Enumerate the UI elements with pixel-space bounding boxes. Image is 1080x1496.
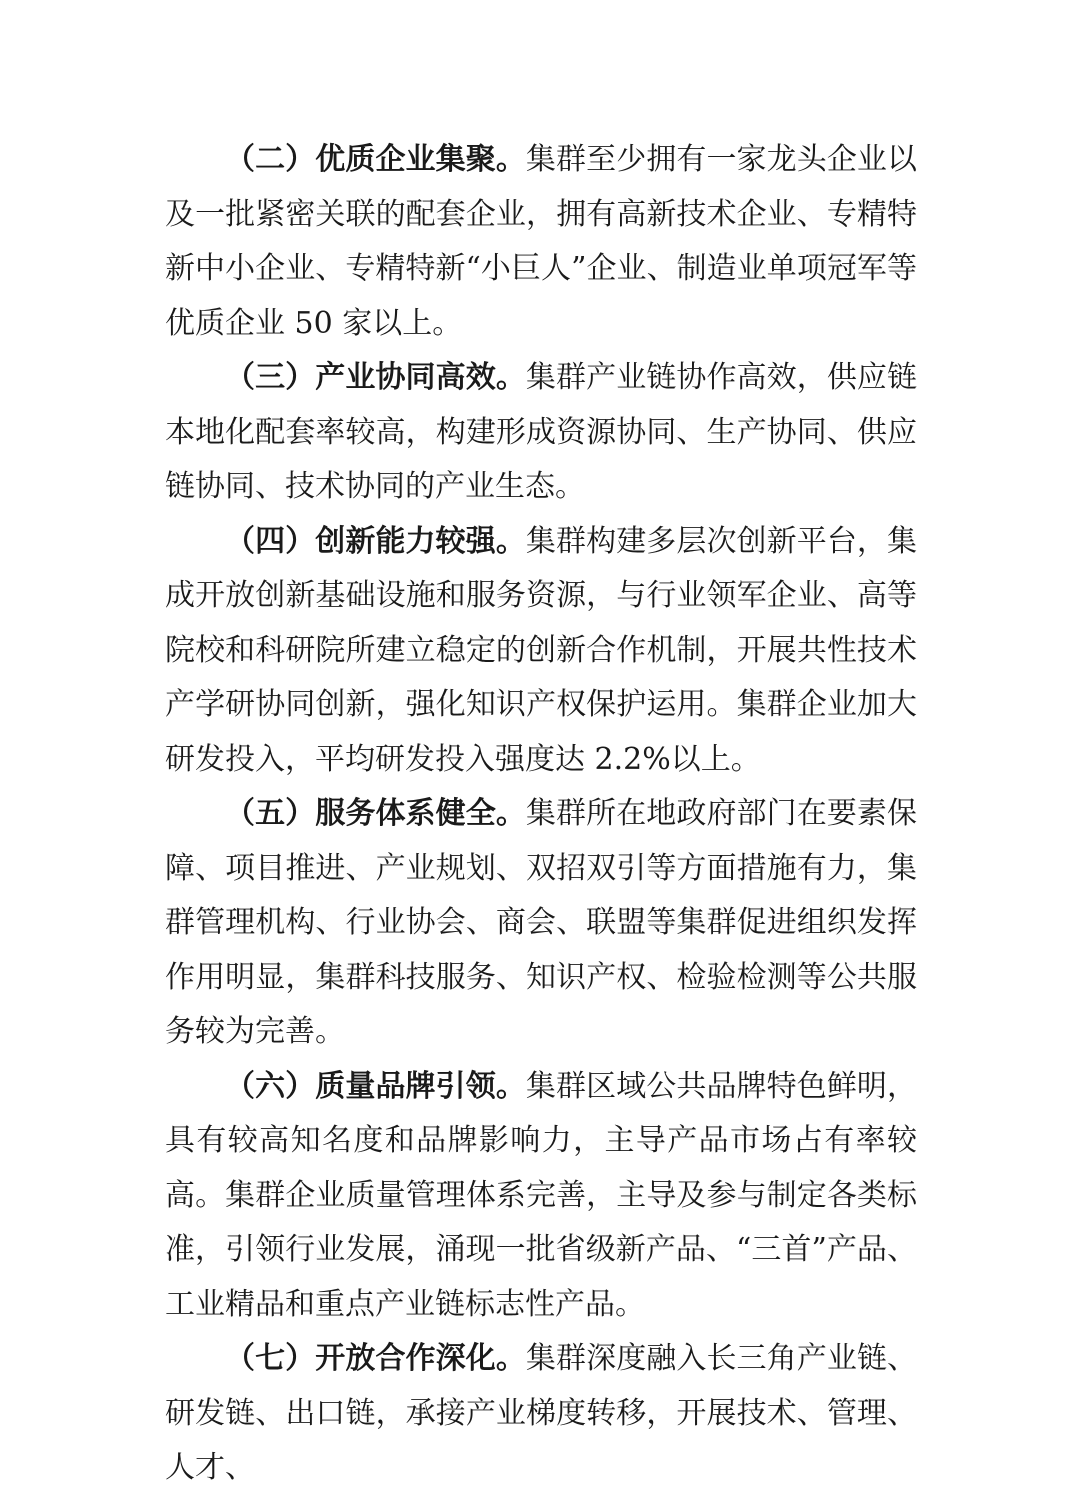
- paragraph-heading: （三）产业协同高效。: [225, 360, 526, 395]
- document-page: [165, 133, 917, 1496]
- paragraph-open-cooperation: [165, 1332, 917, 1496]
- paragraph-body: 集群深度融入长三角产业链、研发链、出口链，承接产业梯度转移，开展技术、管理、人才、: [165, 1341, 918, 1485]
- paragraph-heading: （四）创新能力较强。: [225, 523, 526, 559]
- paragraph-innovation: [165, 515, 917, 788]
- paragraph-quality-enterprises: [165, 133, 917, 351]
- paragraph-heading: （二）优质企业集聚。: [225, 142, 526, 177]
- paragraph-heading: （五）服务体系健全。: [225, 796, 526, 831]
- paragraph-heading: （六）质量品牌引领。: [225, 1068, 526, 1104]
- paragraph-body: 集群构建多层次创新平台，集成开放创新基础设施和服务资源，与行业领军企业、高等院校和科研院所建立稳定的创新合作机制，开展共性技术产学研协同创新，强化知识产权保护运用。集群企业加大研发投入，平均研发投入强度达 2.2%以上。: [165, 523, 918, 777]
- paragraph-body: 集群区域公共品牌特色鲜明，具有较高知名度和品牌影响力，主导产品市场占有率较高。集群企业质量管理体系完善，主导及参与制定各类标准，引领行业发展，涌现一批省级新产品、“三首”产品、工业精品和重点产业链标志性产品。: [165, 1068, 918, 1322]
- paragraph-body: 集群至少拥有一家龙头企业以及一批紧密关联的配套企业，拥有高新技术企业、专精特新中小企业、专精特新“小巨人”企业、制造业单项冠军等优质企业 50 家以上。: [165, 142, 918, 341]
- paragraph-heading: （七）开放合作深化。: [225, 1341, 526, 1376]
- paragraph-service-system: [165, 787, 917, 1060]
- paragraph-industry-synergy: [165, 351, 917, 515]
- paragraph-body: 集群产业链协作高效，供应链本地化配套率较高，构建形成资源协同、生产协同、供应链协同、技术协同的产业生态。: [165, 360, 918, 504]
- paragraph-body: 集群所在地政府部门在要素保障、项目推进、产业规划、双招双引等方面措施有力，集群管理机构、行业协会、商会、联盟等集群促进组织发挥作用明显，集群科技服务、知识产权、检验检测等公共服务较为完善。: [165, 796, 918, 1049]
- paragraph-quality-brand: [165, 1060, 917, 1333]
